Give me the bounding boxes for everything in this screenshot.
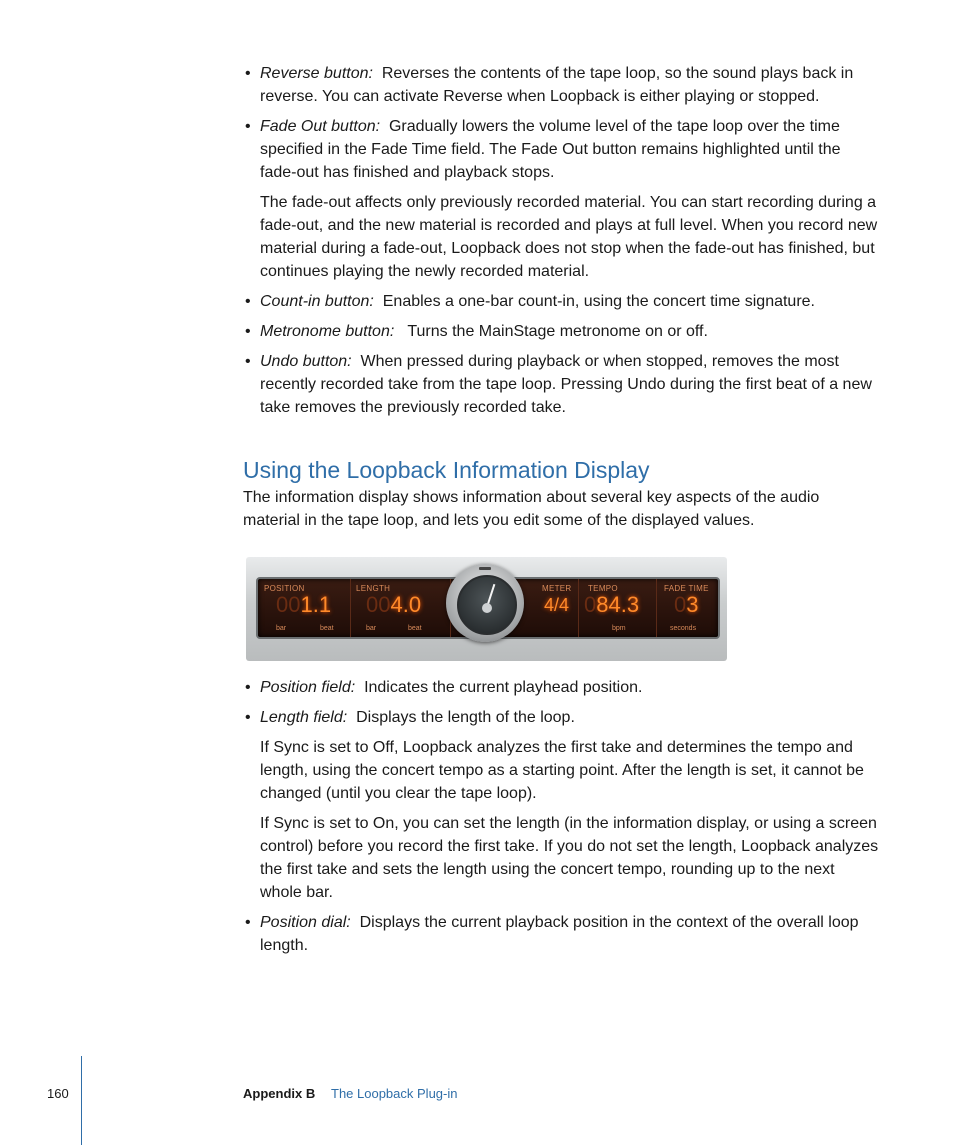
meter-field[interactable] — [536, 579, 579, 637]
meter-label: METER — [542, 584, 572, 593]
list-item: • Length field: Displays the length of the loop. — [245, 709, 575, 726]
tempo-label: TEMPO — [588, 584, 618, 593]
length-unit-bar: bar — [366, 625, 377, 632]
fade-time-value: 3 — [686, 592, 699, 617]
position-unit-beat: beat — [320, 625, 334, 632]
page-number: 160 — [47, 1086, 69, 1101]
meter-value: 4/4 — [544, 595, 570, 615]
section-intro: The information display shows information about several key aspects of the audio material in the tape loop, and lets you edit some of the displayed values. — [243, 489, 820, 529]
bottom-list — [243, 676, 879, 964]
dial-face — [457, 575, 517, 635]
position-field[interactable] — [258, 579, 351, 637]
position-unit-bar: bar — [276, 625, 287, 632]
tempo-field[interactable] — [578, 579, 657, 637]
dial-hub — [482, 603, 492, 613]
length-ghost-digits: 00 — [366, 592, 391, 617]
paragraph: If Sync is set to On, you can set the length (in the information display, or using a screen control) before you record the first take. If you do not set the length, Loopback analyzes the first take and sets the length using the concert tempo, rounding up to the next whole bar. — [260, 815, 879, 901]
dial-top-marker — [479, 567, 491, 570]
fade-time-label: FADE TIME — [664, 584, 709, 593]
footer-chapter: The Loopback Plug-in — [331, 1086, 458, 1101]
position-ghost-digits: 00 — [276, 592, 301, 617]
footer-appendix: Appendix B — [243, 1086, 316, 1101]
position-dial[interactable] — [446, 564, 524, 642]
length-unit-beat: beat — [408, 625, 422, 632]
fade-time-unit: seconds — [670, 625, 697, 632]
loopback-info-display — [246, 557, 727, 661]
paragraph: If Sync is set to Off, Loopback analyzes the first take and determines the tempo and length, using the concert tempo as a starting point. After the length is set, it cannot be changed (until you clear the tape loop). — [260, 739, 864, 802]
list-item: • Count-in button: Enables a one-bar count-in, using the concert time signature. — [245, 293, 815, 310]
fade-ghost-digit: 0 — [674, 592, 687, 617]
tempo-ghost-digit: 0 — [584, 592, 597, 617]
tempo-unit: bpm — [612, 625, 626, 632]
length-value: 4.0 — [390, 592, 422, 617]
list-item: • Reverse button: Reverses the contents of the tape loop, so the sound plays back in reverse. You can activate Reverse when Loopback is either playing or stopped. — [245, 65, 854, 105]
length-label: LENGTH — [356, 584, 391, 593]
tempo-value: 84.3 — [596, 592, 640, 617]
footer-rule — [81, 1056, 82, 1145]
position-label: POSITION — [264, 584, 305, 593]
list-item: • Metronome button: Turns the MainStage metronome on or off. — [245, 323, 708, 340]
fade-time-field[interactable] — [656, 579, 718, 637]
list-item: • Position field: Indicates the current playhead position. — [245, 679, 643, 696]
position-value: 1.1 — [300, 592, 332, 617]
length-field[interactable] — [350, 579, 451, 637]
list-item: • Fade Out button: Gradually lowers the volume level of the tape loop over the time specified in the Fade Time field. The Fade Out button remains highlighted until the fade-out has finished and playback stops. — [245, 118, 841, 181]
list-item: • Position dial: Displays the current playback position in the context of the overall loop length. — [245, 914, 859, 954]
paragraph: The fade-out affects only previously recorded material. You can start recording during a fade-out, and the new material is recorded and plays at full level. When you record new material during a fade-out, Loopback does not stop when the fade-out has finished, but continues playing the newly recorded material. — [260, 194, 878, 280]
list-item: • Undo button: When pressed during playback or when stopped, removes the most recently recorded take from the tape loop. Pressing Undo during the first beat of a new take removes the previously recorded take. — [245, 353, 872, 416]
section-heading: Using the Loopback Information Display — [243, 457, 650, 483]
top-list — [243, 62, 879, 426]
